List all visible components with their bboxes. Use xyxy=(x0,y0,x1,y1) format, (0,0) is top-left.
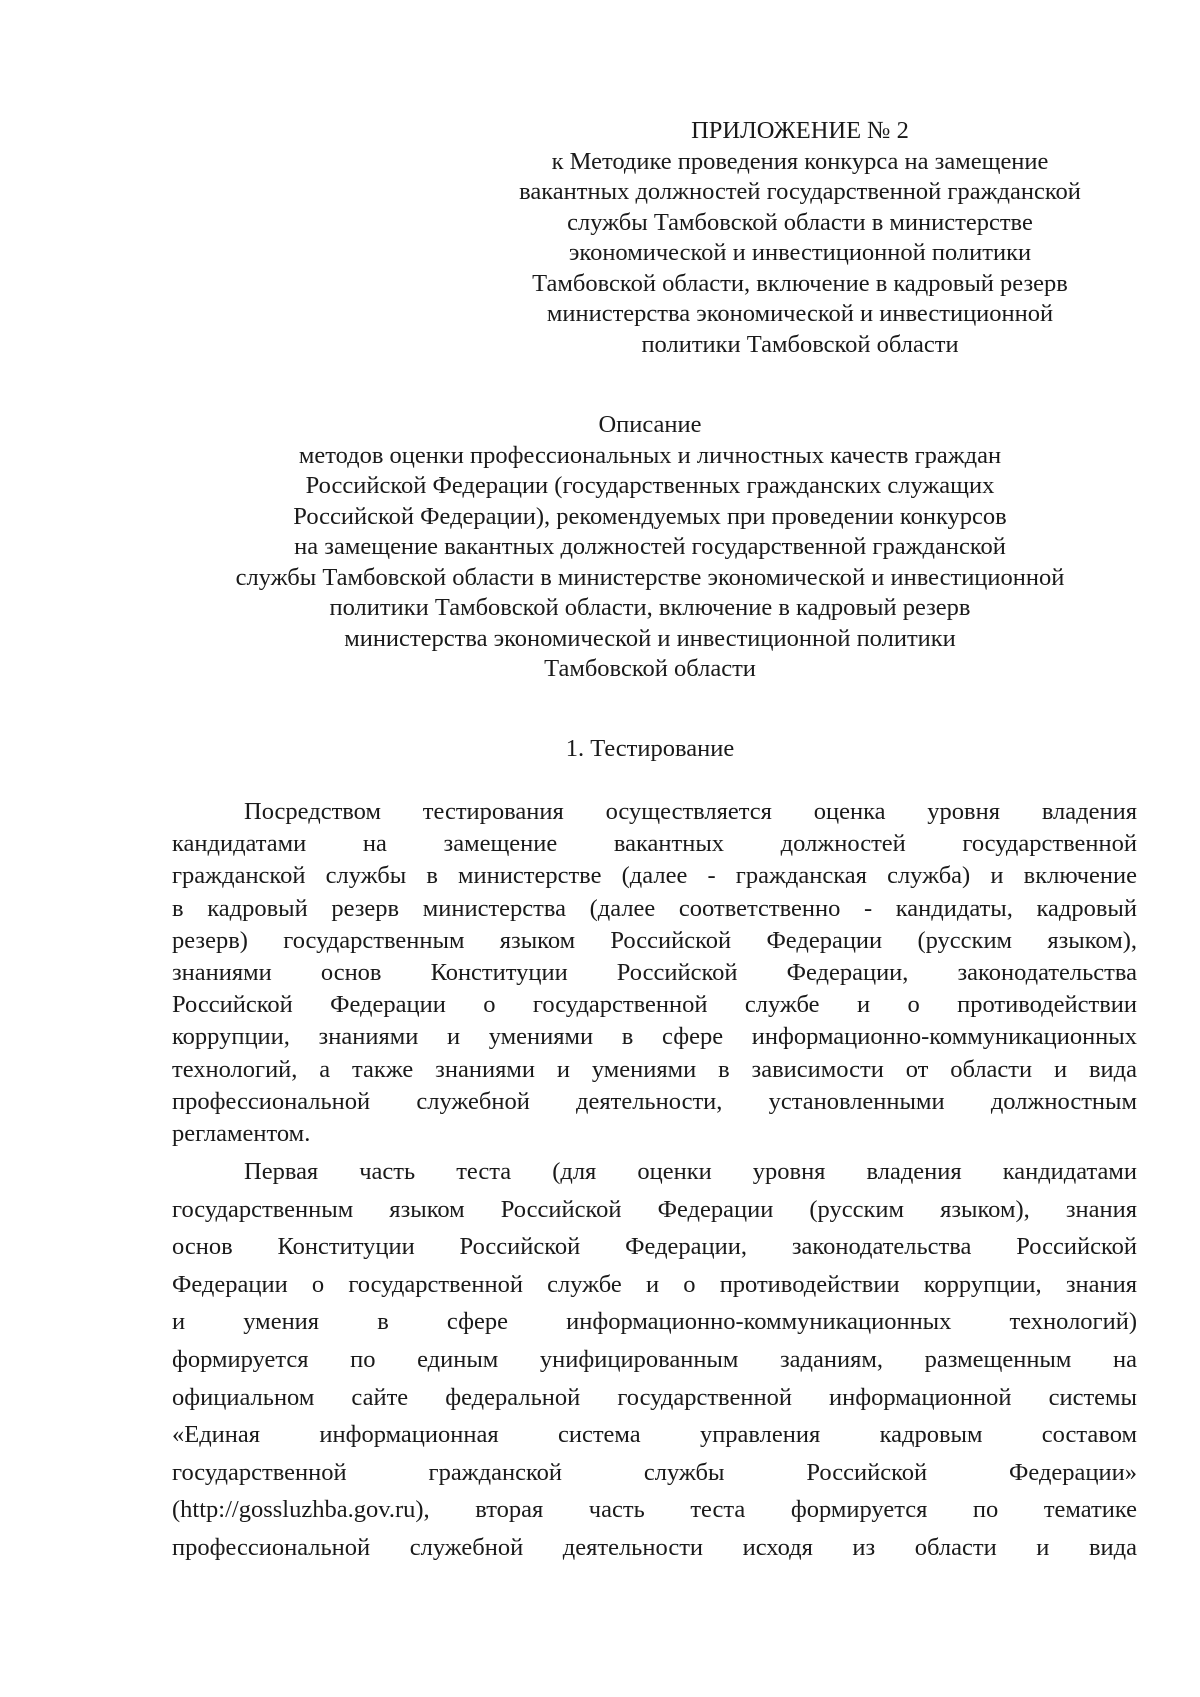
paragraph-line: Российской Федерации о государственной службе и о противодействии xyxy=(172,991,1137,1019)
appendix-line: службы Тамбовской области в министерстве xyxy=(567,208,1033,236)
appendix-line: экономической и инвестиционной политики xyxy=(568,239,1032,266)
paragraph-line: коррупции, знаниями и умениями в сфере информационно-коммуникационных xyxy=(172,1023,1137,1051)
paragraph-line: технологий, а также знаниями и умениями в зависимости от области и вида xyxy=(172,1055,1137,1083)
description-title: Описание xyxy=(598,411,702,438)
appendix-header xyxy=(465,116,1135,360)
paragraph-line: официальном сайте федеральной государственной информационной системы xyxy=(172,1383,1137,1411)
paragraph-line: регламентом. xyxy=(172,1119,311,1147)
paragraph-line: знаниями основ Конституции Российской Федерации, законодательства xyxy=(172,958,1137,986)
appendix-line: к Методике проведения конкурса на замещение xyxy=(551,147,1049,175)
paragraph-line: профессиональной служебной деятельности исходя из области и вида xyxy=(172,1533,1137,1561)
paragraph-line: в кадровый резерв министерства (далее соответственно - кандидаты, кадровый xyxy=(172,894,1137,922)
paragraph-line: (http://gossluzhba.gov.ru), вторая часть теста формируется по тематике xyxy=(172,1496,1137,1524)
paragraph-line: гражданской службы в министерстве (далее - гражданская служба) и включение xyxy=(172,862,1137,890)
paragraph-2 xyxy=(172,1153,1137,1567)
appendix-line: Тамбовской области, включение в кадровый резерв xyxy=(532,269,1068,297)
paragraph-line: государственной гражданской службы Российской Федерации» xyxy=(172,1458,1137,1486)
appendix-line: вакантных должностей государственной гражданской xyxy=(519,178,1081,205)
paragraph-line: Федерации о государственной службе и о противодействии коррупции, знания xyxy=(172,1270,1137,1298)
paragraph-line: кандидатами на замещение вакантных должностей государственной xyxy=(172,830,1137,858)
description-line: методов оценки профессиональных и личностных качеств граждан xyxy=(298,441,1002,469)
description-line: Российской Федерации), рекомендуемых при проведении конкурсов xyxy=(293,502,1007,530)
appendix-line: политики Тамбовской области xyxy=(641,330,959,358)
description-line: на замещение вакантных должностей государственной гражданской xyxy=(294,533,1006,560)
appendix-title: ПРИЛОЖЕНИЕ № 2 xyxy=(691,117,909,144)
description-line: политики Тамбовской области, включение в кадровый резерв xyxy=(329,594,971,621)
description-line: службы Тамбовской области в министерстве экономической и инвестиционной xyxy=(235,563,1065,591)
paragraph-line: «Единая информационная система управления кадровым составом xyxy=(172,1421,1137,1449)
description-line: Тамбовской области xyxy=(544,655,756,682)
appendix-line: министерства экономической и инвестиционной xyxy=(546,300,1054,327)
section-heading: 1. Тестирование xyxy=(565,735,735,762)
description-line: министерства экономической и инвестиционной политики xyxy=(344,624,956,652)
paragraph-line: и умения в сфере информационно-коммуникационных технологий) xyxy=(172,1308,1137,1336)
paragraph-line: основ Конституции Российской Федерации, законодательства Российской xyxy=(172,1233,1137,1261)
paragraph-line: формируется по единым унифицированным заданиям, размещенным на xyxy=(172,1345,1137,1373)
paragraph-line: резерв) государственным языком Российской Федерации (русским языком), xyxy=(172,926,1137,954)
paragraph-line: государственным языком Российской Федерации (русским языком), знания xyxy=(172,1195,1137,1223)
paragraph-1 xyxy=(172,796,1137,1150)
paragraph-line: Первая часть теста (для оценки уровня владения кандидатами xyxy=(244,1158,1137,1185)
paragraph-line: Посредством тестирования осуществляется оценка уровня владения xyxy=(244,798,1137,825)
description-line: Российской Федерации (государственных гражданских служащих xyxy=(305,472,995,499)
description-block xyxy=(160,410,1140,685)
paragraph-line: профессиональной служебной деятельности, установленными должностным xyxy=(172,1087,1137,1115)
